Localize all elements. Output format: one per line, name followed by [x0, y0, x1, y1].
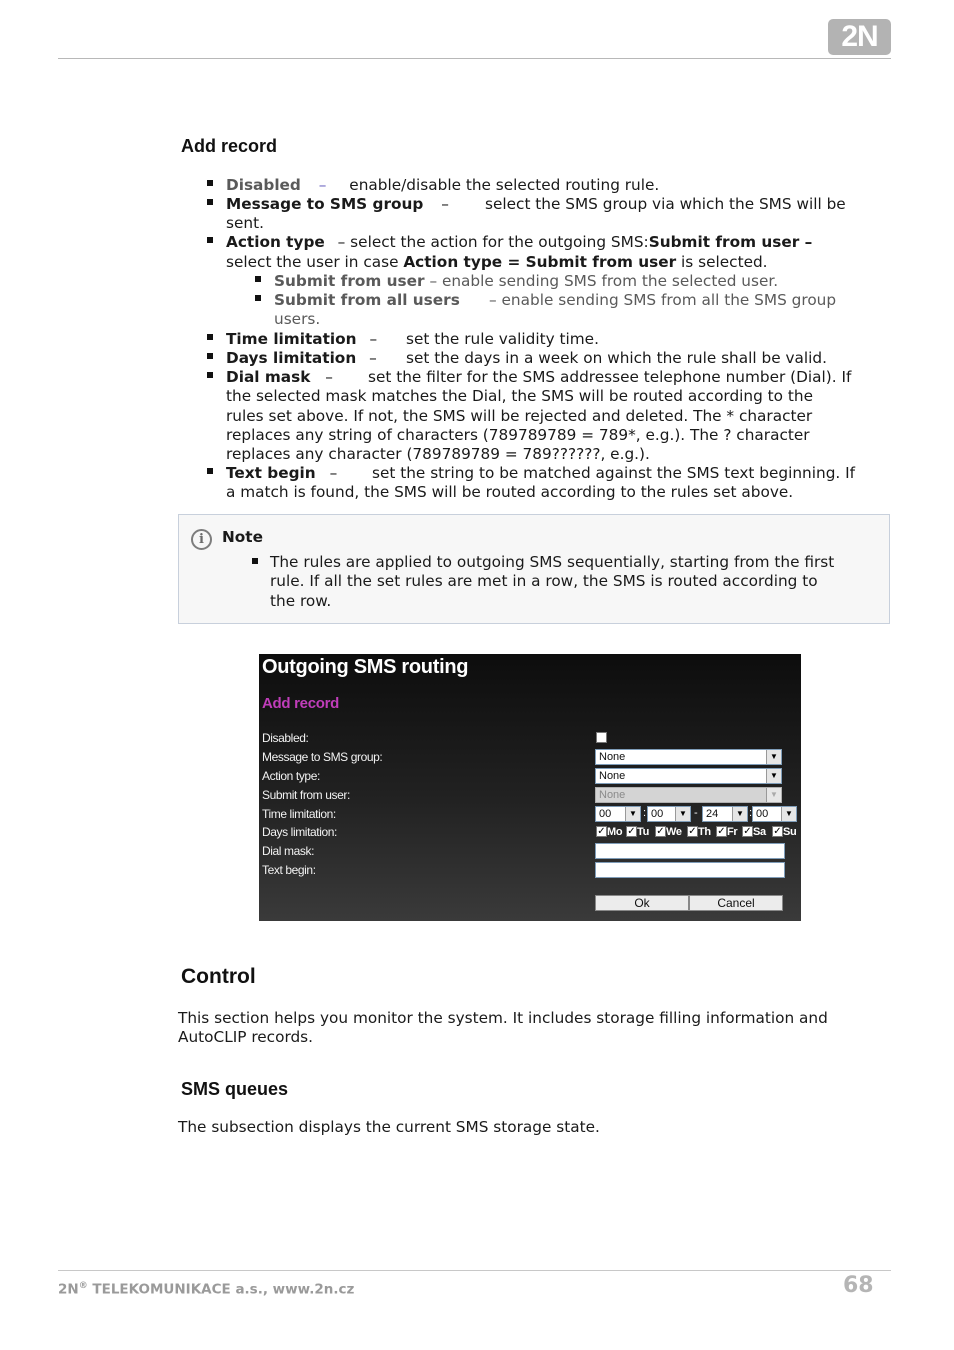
select-value: None — [599, 789, 626, 801]
list-item-dial-mask — [226, 368, 333, 387]
desc-message-group: select the SMS group via which the SMS will be — [485, 195, 846, 213]
time-range-separator: - — [694, 807, 698, 819]
control-text: AutoCLIP records. — [178, 1028, 314, 1046]
desc-action-type: – select the action for the outgoing SMS: — [337, 233, 649, 251]
day-label: Tu — [637, 826, 650, 838]
label-days-limitation: Days limitation: — [262, 825, 337, 839]
dash: – — [369, 330, 378, 348]
time-from-minute-select[interactable] — [647, 806, 691, 822]
label-submit-from-user: Submit from user: — [262, 788, 350, 802]
bullet — [207, 180, 213, 186]
note-text: the row. — [270, 592, 332, 610]
text: is selected. — [676, 253, 768, 271]
select-value: 00 — [756, 808, 769, 820]
submit-from-user-select — [595, 787, 782, 803]
desc-message-group-line — [485, 195, 888, 214]
day-checkbox-fr[interactable]: ✓ — [717, 826, 726, 837]
day-checkbox-sa[interactable]: ✓ — [743, 826, 752, 837]
sub-bullet — [255, 276, 261, 282]
desc-disabled: enable/disable the selected routing rule. — [349, 176, 660, 194]
label-action-type: Action type: — [262, 769, 320, 783]
desc-text-begin: set the string to be matched against the SMS text beginning. If — [372, 464, 856, 482]
info-icon: i — [191, 529, 212, 550]
time-from-hour-select[interactable] — [595, 806, 641, 822]
dash: – — [325, 368, 333, 386]
header-divider — [58, 58, 891, 59]
footer-company-text: TELEKOMUNIKACE a.s., www.2n.cz — [87, 1281, 355, 1298]
bullet — [207, 353, 213, 359]
control-text: This section helps you monitor the system. It includes storage filling information and — [178, 1009, 828, 1027]
chevron-down-icon: ▼ — [766, 788, 781, 802]
2n-logo: 2N — [828, 19, 891, 55]
label-time-limitation: Time limitation: — [262, 807, 336, 821]
list-item-action-type — [226, 233, 812, 252]
day-checkbox-su[interactable]: ✓ — [773, 826, 782, 837]
note-title: Note — [222, 528, 263, 546]
day-label: Sa — [753, 826, 766, 838]
term-action-type: Action type — [226, 233, 325, 251]
day-label: Fr — [727, 826, 738, 838]
term-submit-from-user: Submit from user — [274, 272, 425, 290]
screenshot-subtitle: Add record — [262, 695, 340, 712]
term-submit-from-user-inline: Submit from user – — [648, 233, 813, 251]
day-label: We — [666, 826, 682, 838]
desc-dial-mask: rules set above. If not, the SMS will be rejected and deleted. The * character — [226, 407, 813, 425]
control-heading: Control — [181, 965, 256, 988]
desc-dial-mask: set the filter for the SMS addressee telephone number (Dial). If — [368, 368, 852, 386]
time-to-hour-select[interactable] — [702, 806, 748, 822]
list-item-days-limitation — [226, 349, 377, 368]
desc-dial-mask: the selected mask matches the Dial, the SMS will be routed according to the — [226, 387, 813, 405]
desc-message-group-cont: sent. — [226, 214, 264, 232]
select-value: 00 — [651, 808, 664, 820]
day-label: Mo — [607, 826, 623, 838]
sms-queues-text: The subsection displays the current SMS storage state. — [178, 1118, 600, 1136]
dash: – — [369, 349, 377, 367]
time-separator: : — [643, 807, 647, 819]
text-begin-input[interactable] — [595, 862, 785, 878]
chevron-down-icon: ▼ — [766, 750, 781, 764]
ok-button[interactable]: Ok — [595, 895, 689, 911]
term-submit-from-all-users: Submit from all users — [274, 291, 460, 309]
action-type-select[interactable] — [595, 768, 782, 784]
desc-submit-from-all-users: – enable sending SMS from all the SMS group — [489, 291, 837, 309]
screenshot-title: Outgoing SMS routing — [262, 656, 469, 678]
action-type-line-2 — [226, 253, 768, 272]
label-disabled: Disabled: — [262, 731, 309, 745]
sub-item-submit-from-all-users — [274, 291, 460, 310]
label-dial-mask: Dial mask: — [262, 844, 315, 858]
day-label: Th — [698, 826, 711, 838]
dash: – — [329, 464, 338, 482]
chevron-down-icon: ▼ — [675, 807, 690, 821]
desc-time-limitation: set the rule validity time. — [406, 330, 599, 348]
day-checkbox-we[interactable]: ✓ — [656, 826, 665, 837]
term-time-limitation: Time limitation — [226, 330, 357, 348]
select-value: None — [599, 751, 626, 763]
term-dial-mask: Dial mask — [226, 368, 311, 386]
sms-routing-screenshot — [259, 654, 801, 921]
list-item-text-begin — [226, 464, 337, 483]
time-to-minute-select[interactable] — [752, 806, 797, 822]
sub-bullet — [255, 295, 261, 301]
dash: – — [441, 195, 449, 213]
bullet — [252, 558, 258, 564]
day-label: Su — [783, 826, 797, 838]
label-text-begin: Text begin: — [262, 863, 316, 877]
desc-dial-mask: replaces any character (789789789 = 789??????, e.g.). — [226, 445, 650, 463]
chevron-down-icon: ▼ — [732, 807, 747, 821]
list-item-message-group — [226, 195, 449, 214]
text: select the user in case — [226, 253, 404, 271]
footer-company — [58, 1281, 354, 1298]
desc-days-limitation: set the days in a week on which the rule shall be valid. — [406, 349, 827, 367]
sms-queues-heading: SMS queues — [181, 1079, 289, 1099]
text-bold: Action type = Submit from user — [403, 253, 677, 271]
bullet — [207, 468, 213, 474]
term-message-group: Message to SMS group — [226, 195, 424, 213]
select-value: None — [599, 770, 626, 782]
note-text: rule. If all the set rules are met in a row, the SMS is routed according to — [270, 572, 818, 590]
footer-brand: 2N — [58, 1281, 79, 1298]
day-checkbox-tu[interactable]: ✓ — [627, 826, 636, 837]
list-item-disabled — [226, 176, 659, 195]
note-text: The rules are applied to outgoing SMS sequentially, starting from the first — [270, 553, 835, 571]
registered-mark: ® — [78, 1281, 88, 1291]
sub-item-submit-from-user — [274, 272, 778, 291]
time-separator: : — [749, 807, 753, 819]
chevron-down-icon: ▼ — [625, 807, 640, 821]
message-group-select[interactable] — [595, 749, 782, 765]
desc-dial-mask: replaces any string of characters (789789789 = 789*, e.g.). The ? character — [226, 426, 810, 444]
bullet — [207, 334, 213, 340]
cancel-button[interactable]: Cancel — [689, 895, 783, 911]
chevron-down-icon: ▼ — [766, 769, 781, 783]
add-record-heading: Add record — [181, 136, 278, 156]
bullet — [207, 372, 213, 378]
bullet — [207, 237, 213, 243]
term-text-begin: Text begin — [226, 464, 316, 482]
footer-divider — [58, 1270, 891, 1271]
desc-text-begin: a match is found, the SMS will be routed according to the rules set above. — [226, 483, 794, 501]
term-disabled: Disabled — [226, 176, 301, 194]
desc-submit-from-all-users-cont: users. — [274, 310, 321, 328]
dial-mask-input[interactable] — [595, 843, 785, 859]
page-number: 68 — [843, 1273, 874, 1298]
day-checkbox-th[interactable]: ✓ — [688, 826, 697, 837]
label-message-group: Message to SMS group: — [262, 750, 383, 764]
day-checkbox-mo[interactable]: ✓ — [597, 826, 606, 837]
term-days-limitation: Days limitation — [226, 349, 357, 367]
desc-submit-from-user: – enable sending SMS from the selected user. — [424, 272, 779, 290]
chevron-down-icon: ▼ — [781, 807, 796, 821]
list-item-time-limitation — [226, 330, 377, 349]
select-value: 00 — [599, 808, 612, 820]
bullet — [207, 199, 213, 205]
dash: – — [318, 176, 327, 194]
select-value: 24 — [706, 808, 719, 820]
disabled-checkbox[interactable] — [596, 732, 607, 743]
